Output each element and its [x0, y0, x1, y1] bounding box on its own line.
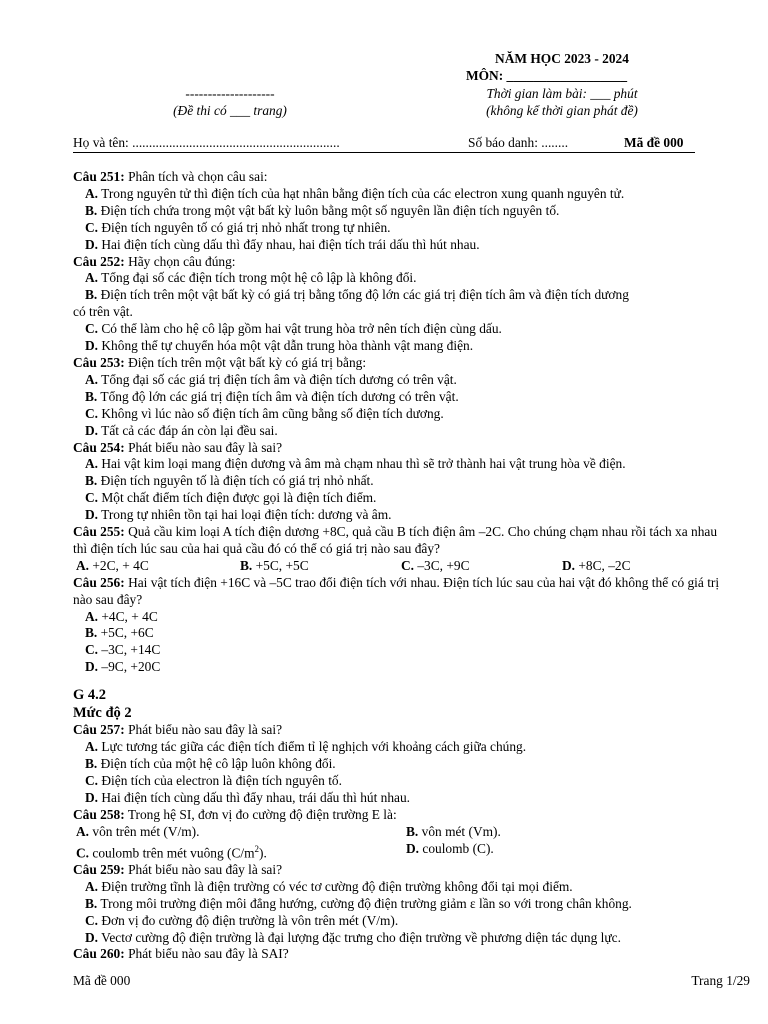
- page-count-note: (Đề thi có ___ trang): [173, 103, 287, 118]
- question-text: Phát biểu nào sau đây là sai?: [124, 722, 283, 738]
- option-b: B. vôn mét (Vm).: [406, 823, 501, 839]
- option-a: A. vôn trên mét (V/m).: [76, 823, 200, 839]
- group-heading: G 4.2: [73, 687, 107, 704]
- header-divider: [73, 152, 695, 153]
- option-b: B. Tổng độ lớn các giá trị điện tích âm và điện tích dương có trên vật.: [85, 388, 459, 404]
- option-a: A. Lực tương tác giữa các điện tích điểm tỉ lệ nghịch với khoảng cách giữa chúng.: [85, 739, 527, 755]
- option-d: D. +8C, –2C: [561, 557, 631, 573]
- option-b: B. Điện tích chứa trong một vật bất kỳ luôn bằng một số nguyên lần điện tích nguyên tố.: [85, 202, 560, 218]
- question-259: [73, 862, 723, 879]
- question-text: Phát biểu nào sau đây là SAI?: [124, 946, 289, 962]
- question-251: [73, 169, 723, 186]
- time-limit: Thời gian làm bài: ___ phút: [486, 86, 638, 101]
- option-d: D. –9C, +20C: [85, 659, 161, 675]
- options-258-row1: [73, 824, 723, 841]
- question-list: [73, 169, 723, 524]
- option-b: B. +5C, +6C: [85, 625, 154, 641]
- option-d: D. Vectơ cường độ điện trường là đại lượng đặc trưng cho điện trường về phương diện tác dụng lực.: [85, 929, 621, 945]
- option-d: D. Tất cả các đáp án còn lại đều sai.: [85, 422, 278, 438]
- footer-exam-code: Mã đề 000: [73, 973, 131, 988]
- question-text: Phát biểu nào sau đây là sai?: [124, 439, 283, 455]
- option-a: A. Hai vật kim loại mang điện dương và âm mà chạm nhau thì sẽ trở thành hai vật trung hòa về điện.: [85, 456, 626, 472]
- option-c: C. Điện tích của electron là điện tích nguyên tố.: [85, 772, 342, 788]
- question-label: Câu 252:: [73, 253, 125, 269]
- question-label: Câu 258:: [73, 806, 125, 822]
- question-255: [73, 524, 723, 558]
- option-a: A. Điện trường tĩnh là điện trường có véc tơ cường độ điện trường không đổi tại mọi điểm.: [85, 878, 573, 894]
- option-b: B. Trong môi trường điện môi đẳng hướng, cường độ điện trường giảm ε lần so với trong chân không.: [85, 895, 632, 911]
- header-dashes: --------------------: [185, 86, 275, 101]
- question-text: Hãy chọn câu đúng:: [124, 253, 236, 269]
- option-c: C. coulomb trên mét vuông $(C/m^2)$.: [76, 843, 267, 860]
- level-heading: Mức độ 2: [73, 705, 132, 722]
- exam-code: Mã đề 000: [624, 135, 684, 150]
- name-field: Họ và tên: ..............................................................: [73, 135, 340, 150]
- question-label: Câu 259:: [73, 861, 125, 877]
- option-c: C. Không vì lúc nào số điện tích âm cũng bằng số điện tích dương.: [85, 405, 444, 421]
- option-c: C. Có thể làm cho hệ cô lập gồm hai vật trung hòa trở nên tích điện cùng dấu.: [85, 321, 502, 337]
- question-256: [73, 575, 723, 609]
- option-a: A. +2C, + 4C: [76, 557, 149, 573]
- question-label: Câu 254:: [73, 439, 125, 455]
- question-258: [73, 807, 723, 824]
- option-c: C. Điện tích nguyên tố có giá trị nhỏ nhất trong tự nhiên.: [85, 219, 391, 235]
- question-text: Hai vật tích điện +16C và –5C trao đổi điện tích với nhau. Điện tích lúc sau của hai vật đó không thể có giá trị nào sau đây?: [73, 574, 720, 607]
- option-a: A. +4C, + 4C: [85, 608, 158, 624]
- question-label: Câu 256:: [73, 574, 125, 590]
- question-text: Trong hệ SI, đơn vị đo cường độ điện trường E là:: [124, 806, 397, 822]
- option-b: B. Điện tích nguyên tố là điện tích có giá trị nhỏ nhất.: [85, 473, 374, 489]
- option-a: A. Tổng đại số các giá trị điện tích âm và điện tích dương có trên vật.: [85, 371, 457, 387]
- option-b: B. Điện tích của một hệ cô lập luôn không đổi.: [85, 756, 336, 771]
- school-year: NĂM HỌC 2023 - 2024: [495, 51, 629, 66]
- option-d: D. Hai điện tích cùng dấu thì đẩy nhau, hai điện tích trái dấu thì hút nhau.: [85, 236, 480, 252]
- option-c: C. Đơn vị đo cường độ điện trường là vôn trên mét (V/m).: [85, 912, 399, 928]
- student-id-field: Số báo danh: ........: [468, 135, 569, 150]
- question-254: [73, 440, 723, 457]
- question-text: Phân tích và chọn câu sai:: [124, 169, 268, 184]
- question-text: Phát biểu nào sau đây là sai?: [124, 861, 283, 877]
- option-d: D. coulomb (C).: [406, 840, 494, 856]
- question-252: [73, 254, 723, 271]
- question-label: Câu 257:: [73, 722, 125, 738]
- footer-page-number: Trang 1/29: [691, 973, 750, 988]
- option-continuation: có trên vật.: [73, 304, 133, 320]
- option-d: D. Không thể tự chuyển hóa một vật dẫn trung hòa thành vật mang điện.: [85, 338, 474, 354]
- subject-field: MÔN: __________________: [466, 68, 628, 83]
- option-b: B. Điện tích trên một vật bất kỳ có giá trị bằng tổng độ lớn các giá trị điện tích âm và điện tích dương: [85, 287, 629, 303]
- option-c: C. Một chất điểm tích điện được gọi là điện tích điểm.: [85, 490, 377, 506]
- question-text: Quả cầu kim loại A tích điện dương +8C, quả cầu B tích điện âm –2C. Cho chúng chạm nhau rồi tách xa nhau thì điện tích lúc sau của hai quả cầu đó có thể có giá trị nào sau đây?: [73, 524, 718, 556]
- question-label: Câu 260:: [73, 946, 125, 962]
- exam-content: [73, 169, 723, 963]
- option-a: A. Trong nguyên tử thì điện tích của hạt nhân bằng điện tích của các electron xung quanh nguyên tử.: [85, 185, 625, 201]
- option-c: C. –3C, +9C: [400, 557, 470, 573]
- question-label: Câu 251:: [73, 169, 125, 184]
- option-b: B. +5C, +5C: [239, 557, 309, 573]
- question-text: Điện tích trên một vật bất kỳ có giá trị bằng:: [124, 354, 367, 370]
- option-d: D. Hai điện tích cùng dấu thì đẩy nhau, trái dấu thì hút nhau.: [85, 789, 411, 805]
- question-260: [73, 946, 723, 963]
- question-257: [73, 722, 723, 739]
- question-253: [73, 355, 723, 372]
- options-258-row2: [73, 841, 723, 862]
- option-a: A. Tổng đại số các điện tích trong một hệ cô lập là không đổi.: [85, 270, 417, 286]
- question-label: Câu 253:: [73, 354, 125, 370]
- option-c: C. –3C, +14C: [85, 642, 161, 658]
- question-label: Câu 255:: [73, 524, 125, 540]
- option-d: D. Trong tự nhiên tồn tại hai loại điện tích: dương và âm.: [85, 507, 392, 523]
- time-note: (không kể thời gian phát đề): [486, 103, 638, 118]
- options-255: [73, 558, 723, 575]
